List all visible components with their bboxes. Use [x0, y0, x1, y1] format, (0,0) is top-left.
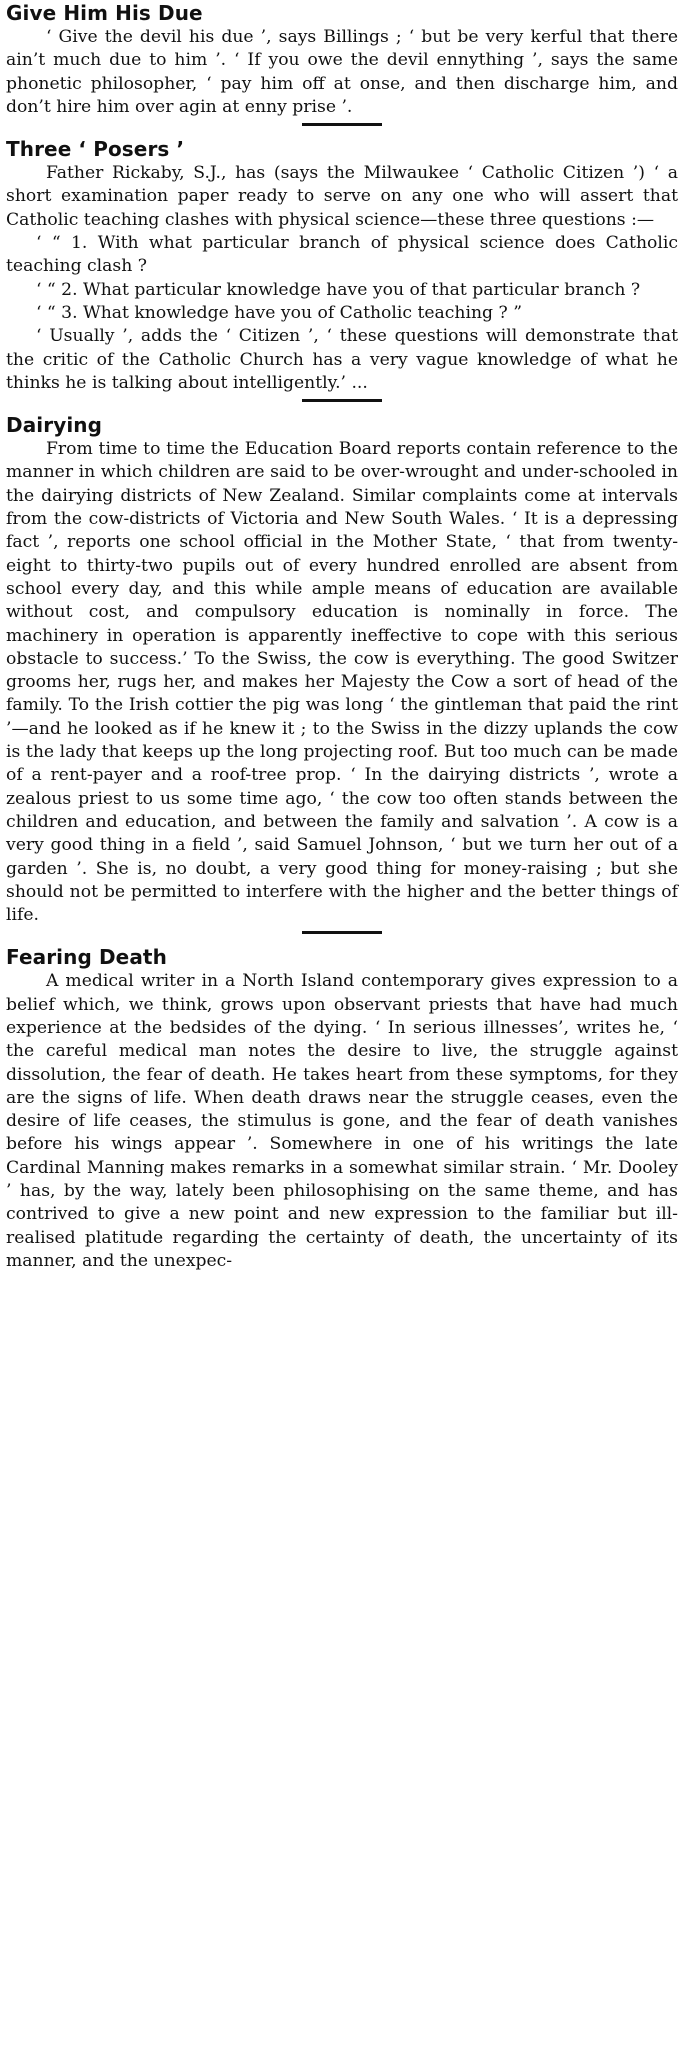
section-heading: Fearing Death — [6, 945, 167, 970]
section-three-posers — [6, 136, 678, 395]
section-give-him-his-due — [6, 0, 678, 119]
question-3: ‘ “ 3. What knowledge have you of Catholic teaching ? ” — [36, 302, 522, 323]
paragraph: A medical writer in a North Island contemporary gives expression to a belief which, we think, grows upon observant priests that have had much experience at the bedsides of the dying. ‘ In serious illnesses’, writes he, ‘ the careful medical man notes the desire to live, the struggle against dissolution, the fear of death. He takes heart from these symptoms, for they are the signs of life. When death draws near the struggle ceases, even the desire of life ceases, the stimulus is gone, and the fear of death vanishes before his wings appear ’. Somewhere in one of his writings the late Cardinal Manning makes remarks in a somewhat similar strain. ‘ Mr. Dooley ’ has, by the way, lately been philosophising on the same theme, and has contrived to give a new point and new expression to the familiar but ill-realised platitude regarding the certainty of death, the uncertainty of its manner, and the unexpec- — [6, 971, 678, 1271]
section-dairying — [6, 412, 678, 927]
section-heading: Give Him His Due — [6, 1, 203, 25]
question-1: ‘ “ 1. With what particular branch of physical science does Catholic teaching clash ? — [6, 233, 678, 277]
paragraph: From time to time the Education Board reports contain reference to the manner in which children are said to be over-wrought and under-schooled in the dairying districts of New Zealand. Similar complaints come at intervals from the cow-districts of Victoria and New South Wales. ‘ It is a depressing fact ’, reports one school official in the Mother State, ‘ that from twenty-eight to thirty-two pupils out of every hundred enrolled are absent from school every day, and this while ample means of education are available without cost, and compulsory education is nominally in force. The machinery in operation is apparently ineffective to cope with this serious obstacle to success.’ To the Swiss, the cow is everything. The good Switzer grooms her, rugs her, and makes her Majesty the Cow a sort of head of the family. To the Irish cottier the pig was long ‘ the gintleman that paid the rint ’—and he looked as if he knew it ; to the Swiss in the dizzy uplands the cow is the lady that keeps up the long projecting roof. But too much can be made of a rent-payer and a roof-tree prop. ‘ In the dairying districts ’, wrote a zealous priest to us some time ago, ‘ the cow too often stands between the children and education, and between the family and salvation ’. A cow is a very good thing in a field ’, said Samuel Johnson, ‘ but we turn her out of a garden ’. She is, no doubt, a very good thing for money-raising ; but she should not be permitted to interfere with the higher and the better things of life. — [6, 439, 678, 926]
section-divider — [302, 399, 382, 402]
paragraph: ‘ Give the devil his due ’, says Billings ; ‘ but be very kerful that there ain’t much due to him ’. ‘ If you owe the devil ennything ’, says the same phonetic philosopher, ‘ pay him off at onse, and then discharge him, and don’t hire him over agin at enny prise ’. — [6, 27, 678, 117]
paragraph: Father Rickaby, S.J., has (says the Milwaukee ‘ Catholic Citizen ’) ‘ a short examination paper ready to serve on any one who will assert that Catholic teaching clashes with physical science—these three questions :— — [6, 163, 678, 230]
section-divider — [302, 931, 382, 934]
section-heading: Dairying — [6, 413, 103, 438]
section-heading: Three ‘ Posers ’ — [6, 137, 185, 162]
section-fearing-death — [6, 944, 678, 1273]
section-divider — [302, 123, 382, 126]
question-2: ‘ “ 2. What particular knowledge have you of that particular branch ? — [36, 279, 641, 300]
paragraph: ‘ Usually ’, adds the ‘ Citizen ’, ‘ these questions will demonstrate that the critic of the Catholic Church has a very vague knowledge of what he thinks he is talking about intelligently.’ ... — [6, 326, 678, 393]
